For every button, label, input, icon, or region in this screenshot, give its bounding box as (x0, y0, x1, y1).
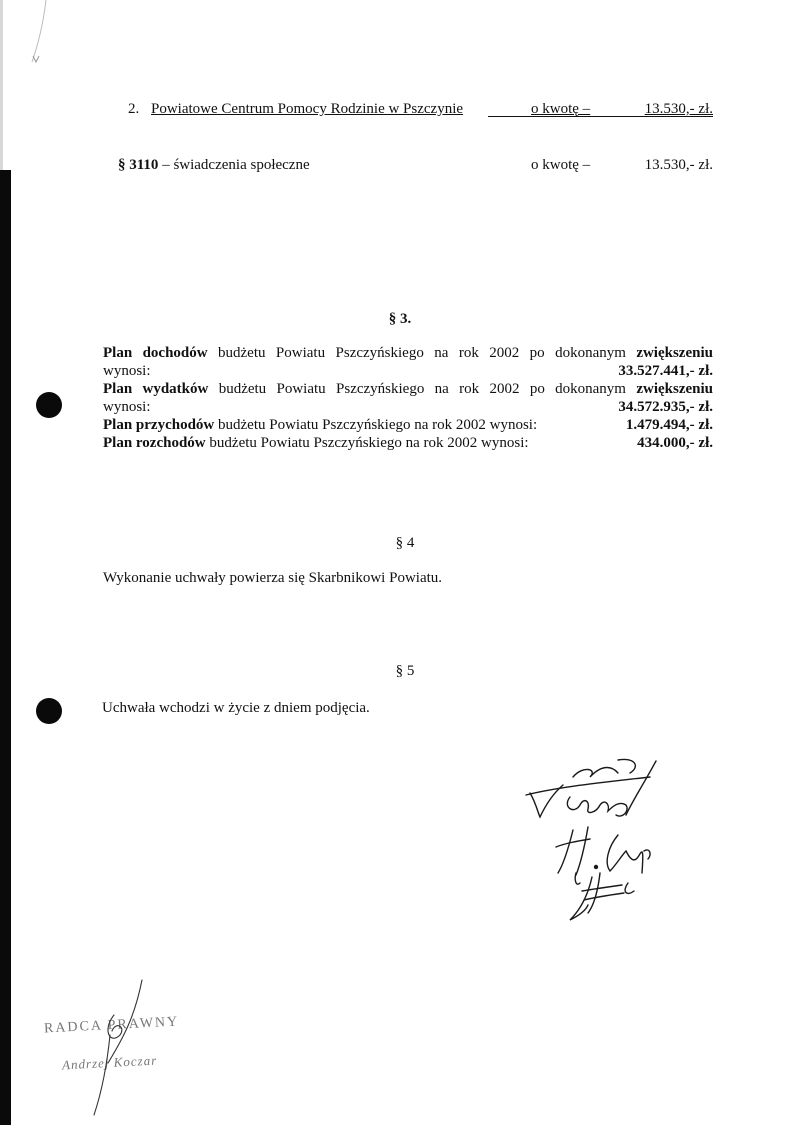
punch-hole-top (36, 392, 62, 418)
outflows-text: budżetu Powiatu Pszczyńskiego na rok 2002 wynosi: (205, 435, 529, 451)
section3-heading: § 3. (388, 311, 412, 327)
revenues-text: budżetu Powiatu Pszczyńskiego na rok 2002 wynosi: (214, 417, 538, 433)
handwritten-signatures (518, 755, 688, 935)
item2-underline-fill (488, 116, 713, 117)
stamp-name: Andrzej Koczar (61, 1052, 158, 1073)
revenues-lead: Plan przychodów (103, 417, 215, 433)
income-lead: Plan dochodów (103, 345, 208, 361)
para3110-line (118, 156, 310, 174)
para3110-amount: 13.530,- zł. (644, 157, 713, 173)
para3110-code: § 3110 (118, 157, 159, 173)
item2-amount: 13.530,- zł. (644, 101, 713, 117)
income-tail: zwiększeniu (636, 345, 713, 361)
expenses-line (103, 380, 713, 398)
item2-number: 2. (128, 101, 140, 117)
income-amount-row (103, 362, 713, 380)
section5-heading: § 5 (395, 663, 415, 679)
income-amount: 33.527.441,- zł. (618, 363, 713, 379)
scan-edge-black (0, 170, 11, 1125)
scan-edge-shadow (0, 0, 3, 170)
expenses-text: budżetu Powiatu Pszczyńskiego na rok 2002 po dokonanym (208, 381, 637, 397)
expenses-amount: 34.572.935,- zł. (618, 399, 713, 415)
section4-heading: § 4 (395, 535, 415, 551)
income-label: wynosi: (103, 363, 151, 379)
punch-hole-bottom (36, 698, 62, 724)
revenues-row (103, 416, 713, 434)
scan-mark (18, 0, 58, 80)
section3-block (103, 344, 713, 452)
expenses-lead: Plan wydatków (103, 381, 209, 397)
item2-by-amount: o kwotę – (531, 101, 591, 117)
section5-text: Uchwała wchodzi w życie z dniem podjęcia. (102, 700, 370, 716)
stamp-title: RADCA PRAWNY (43, 1014, 180, 1037)
outflows-row (103, 434, 713, 452)
section4-text: Wykonanie uchwały powierza się Skarbnikowi Powiatu. (103, 570, 443, 586)
outflows-lead: Plan rozchodów (103, 435, 206, 451)
expenses-tail: zwiększeniu (636, 381, 713, 397)
outflows-amount: 434.000,- zł. (637, 435, 713, 451)
item2-name: Powiatowe Centrum Pomocy Rodzinie w Pszczynie (151, 101, 464, 117)
para3110-desc: – świadczenia społeczne (158, 157, 310, 173)
stamp-signature (80, 975, 160, 1125)
expenses-label: wynosi: (103, 399, 151, 415)
revenues-amount: 1.479.494,- zł. (625, 417, 713, 433)
para3110-by-amount: o kwotę – (531, 157, 591, 173)
expenses-amount-row (103, 398, 713, 416)
income-line (103, 344, 713, 362)
income-text: budżetu Powiatu Pszczyńskiego na rok 2002 po dokonanym (207, 345, 637, 361)
